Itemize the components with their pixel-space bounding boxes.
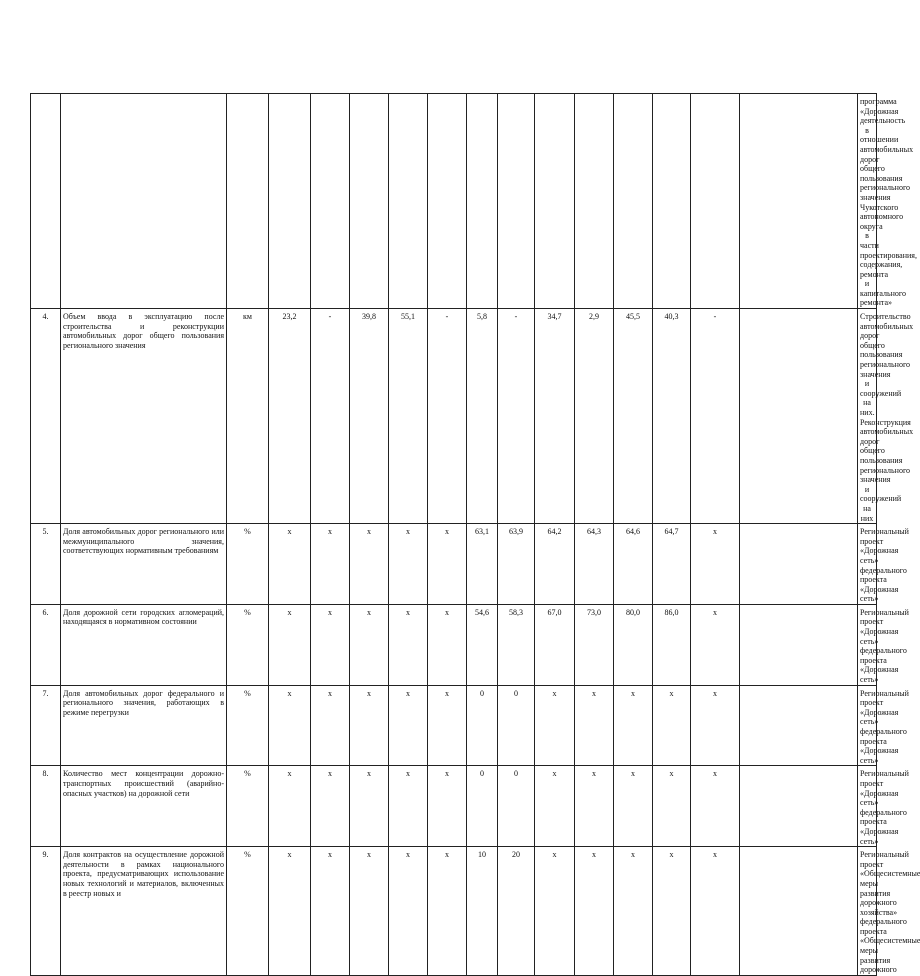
- value-cell: 40,3: [653, 309, 691, 524]
- value-cell: x: [311, 685, 350, 766]
- unit-cell: %: [227, 604, 269, 685]
- value-cell: x: [389, 685, 428, 766]
- value-cell: 20: [498, 847, 535, 976]
- value-cell: x: [269, 604, 311, 685]
- value-cell: 5,8: [467, 309, 498, 524]
- value-cell: x: [389, 847, 428, 976]
- value-cell: 64,6: [614, 524, 653, 605]
- value-cell: [428, 94, 467, 309]
- value-cell: 64,7: [653, 524, 691, 605]
- value-cell: x: [428, 524, 467, 605]
- value-cell: 34,7: [535, 309, 575, 524]
- table-body: [31, 94, 920, 976]
- value-cell: x: [653, 766, 691, 847]
- value-cell: [467, 94, 498, 309]
- value-cell: -: [498, 309, 535, 524]
- value-cell: 0: [498, 766, 535, 847]
- value-cell: x: [311, 524, 350, 605]
- value-cell: 58,3: [498, 604, 535, 685]
- value-cell: [535, 94, 575, 309]
- value-cell: [740, 524, 858, 605]
- value-cell: x: [575, 766, 614, 847]
- value-cell: x: [691, 524, 740, 605]
- indicators-table: [30, 93, 920, 976]
- value-cell: x: [535, 685, 575, 766]
- indicator-name-cell: Доля автомобильных дорог регионального или межмуниципального значения, соответствующих нормативным требованиям: [61, 524, 227, 605]
- indicator-name-cell: Объем ввода в эксплуатацию после строительства и реконструкции автомобильных дорог общего пользования регионального значения: [61, 309, 227, 524]
- value-cell: [740, 94, 858, 309]
- value-cell: x: [535, 766, 575, 847]
- value-cell: x: [614, 766, 653, 847]
- source-cell: программа «Дорожная деятельность в отношении автомобильных дорог общего пользования регионального значения Чукотского автономного округа в части проектирования, содержания, ремонта и капитального ремонта»: [858, 94, 877, 309]
- value-cell: 55,1: [389, 309, 428, 524]
- value-cell: 86,0: [653, 604, 691, 685]
- value-cell: 0: [467, 766, 498, 847]
- value-cell: x: [350, 766, 389, 847]
- source-cell: Региональный проект «Общесистемные меры развития дорожного хозяйства» федерального проекта «Общесистемные меры развития дорожного: [858, 847, 877, 976]
- table-row: [31, 766, 877, 847]
- source-cell: Региональный проект «Дорожная сеть» федерального проекта «Дорожная сеть»: [858, 604, 877, 685]
- unit-cell: %: [227, 766, 269, 847]
- table-row: [31, 524, 877, 605]
- value-cell: [498, 94, 535, 309]
- value-cell: x: [350, 685, 389, 766]
- value-cell: x: [535, 847, 575, 976]
- table-row: [31, 604, 877, 685]
- value-cell: [740, 685, 858, 766]
- value-cell: x: [691, 604, 740, 685]
- value-cell: x: [653, 847, 691, 976]
- value-cell: x: [614, 685, 653, 766]
- value-cell: [311, 94, 350, 309]
- value-cell: x: [311, 604, 350, 685]
- value-cell: [389, 94, 428, 309]
- value-cell: -: [691, 309, 740, 524]
- row-number-cell: 4.: [31, 309, 61, 524]
- value-cell: [653, 94, 691, 309]
- table-row: [31, 685, 877, 766]
- value-cell: 23,2: [269, 309, 311, 524]
- value-cell: x: [428, 685, 467, 766]
- value-cell: 63,9: [498, 524, 535, 605]
- indicator-name-cell: Доля автомобильных дорог федерального и регионального значения, работающих в режиме перегрузки: [61, 685, 227, 766]
- indicator-name-cell: Количество мест концентрации дорожно-транспортных происшествий (аварийно-опасных участков) на дорожной сети: [61, 766, 227, 847]
- row-number-cell: 8.: [31, 766, 61, 847]
- value-cell: x: [269, 847, 311, 976]
- row-number-cell: 7.: [31, 685, 61, 766]
- value-cell: 54,6: [467, 604, 498, 685]
- value-cell: x: [428, 766, 467, 847]
- value-cell: x: [389, 604, 428, 685]
- value-cell: [691, 94, 740, 309]
- table-row: [31, 309, 877, 524]
- value-cell: x: [389, 766, 428, 847]
- value-cell: x: [691, 685, 740, 766]
- row-number-cell: [31, 94, 61, 309]
- table-row: [31, 847, 877, 976]
- row-number-cell: 9.: [31, 847, 61, 976]
- value-cell: 45,5: [614, 309, 653, 524]
- value-cell: [575, 94, 614, 309]
- table-row: [31, 94, 877, 309]
- value-cell: 67,0: [535, 604, 575, 685]
- row-number-cell: 6.: [31, 604, 61, 685]
- value-cell: [269, 94, 311, 309]
- value-cell: x: [269, 685, 311, 766]
- value-cell: x: [350, 524, 389, 605]
- value-cell: x: [614, 847, 653, 976]
- indicator-name-cell: Доля контрактов на осуществление дорожной деятельности в рамках национального проекта, предусматривающих использование новых технологий и материалов, включенных в реестр новых и: [61, 847, 227, 976]
- value-cell: x: [691, 847, 740, 976]
- unit-cell: км: [227, 309, 269, 524]
- value-cell: 10: [467, 847, 498, 976]
- source-cell: Строительство автомобильных дорог общего пользования регионального значения и сооружений на них. Реконструкция автомобильных дорог общего пользования регионального значения и сооружений на них: [858, 309, 877, 524]
- indicator-name-cell: Доля дорожной сети городских агломераций, находящаяся в нормативном состоянии: [61, 604, 227, 685]
- value-cell: x: [653, 685, 691, 766]
- value-cell: x: [575, 847, 614, 976]
- source-cell: Региональный проект «Дорожная сеть» федерального проекта «Дорожная сеть»: [858, 766, 877, 847]
- source-cell: Региональный проект «Дорожная сеть» федерального проекта «Дорожная сеть»: [858, 685, 877, 766]
- value-cell: x: [428, 604, 467, 685]
- value-cell: 80,0: [614, 604, 653, 685]
- value-cell: [614, 94, 653, 309]
- value-cell: 73,0: [575, 604, 614, 685]
- value-cell: 64,3: [575, 524, 614, 605]
- unit-cell: %: [227, 524, 269, 605]
- value-cell: x: [691, 766, 740, 847]
- value-cell: x: [311, 766, 350, 847]
- unit-cell: %: [227, 685, 269, 766]
- value-cell: 39,8: [350, 309, 389, 524]
- indicator-name-cell: [61, 94, 227, 309]
- value-cell: -: [428, 309, 467, 524]
- value-cell: x: [269, 766, 311, 847]
- value-cell: x: [311, 847, 350, 976]
- value-cell: 0: [467, 685, 498, 766]
- value-cell: 0: [498, 685, 535, 766]
- value-cell: [350, 94, 389, 309]
- value-cell: x: [389, 524, 428, 605]
- unit-cell: %: [227, 847, 269, 976]
- value-cell: [740, 847, 858, 976]
- value-cell: x: [575, 685, 614, 766]
- value-cell: 64,2: [535, 524, 575, 605]
- source-cell: Региональный проект «Дорожная сеть» федерального проекта «Дорожная сеть»: [858, 524, 877, 605]
- value-cell: x: [269, 524, 311, 605]
- value-cell: 63,1: [467, 524, 498, 605]
- value-cell: -: [311, 309, 350, 524]
- row-number-cell: 5.: [31, 524, 61, 605]
- value-cell: 2,9: [575, 309, 614, 524]
- unit-cell: [227, 94, 269, 309]
- value-cell: [740, 766, 858, 847]
- value-cell: x: [350, 847, 389, 976]
- value-cell: x: [350, 604, 389, 685]
- value-cell: [740, 604, 858, 685]
- value-cell: x: [428, 847, 467, 976]
- value-cell: [740, 309, 858, 524]
